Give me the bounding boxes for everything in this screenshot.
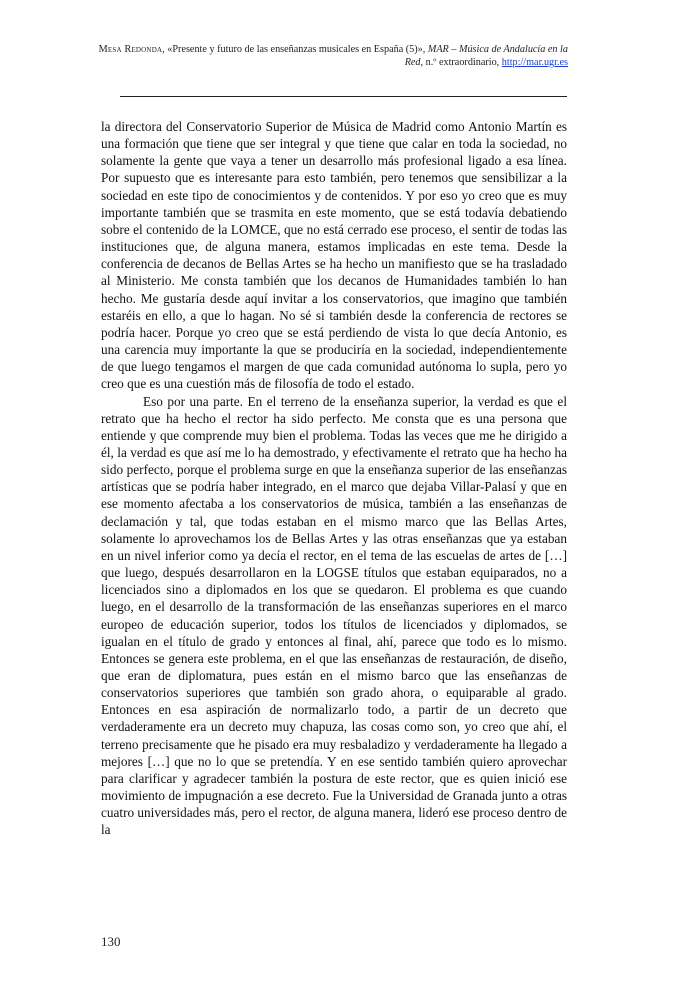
main-text: [101, 118, 567, 839]
header-journal: MAR – Música de Andalucía en la Red: [404, 44, 568, 68]
header-divider: [120, 96, 567, 97]
running-header: [88, 43, 568, 69]
header-url-link[interactable]: http://mar.ugr.es: [501, 57, 568, 68]
header-issue: , n.º extraordinario,: [420, 57, 502, 68]
body-paragraph: Eso por una parte. En el terreno de la enseñanza superior, la verdad es que el retrato que ha hecho el rector ha sido perfecto. Me consta que es una persona que entiende y que comprende muy bien el problema. Todas las veces que me he dirigido a él, la verdad es que así me lo ha demostrado, y efectivamente el retrato que ha hecho ha sido perfecto, porque el problema surge en que la enseñanza superior de las enseñanzas artísticas que se podría haber integrado, en el marco que dejaba Villar-Palasí y que en ese momento afectaba a los conservatorios de música, también a las enseñanzas de declamación y tal, que todas estaban en el mismo marco que las Bellas Artes, solamente lo aprovechamos los de Bellas Artes y las otras enseñanzas que ya estaban en un nivel inferior como ya decía el rector, en el tema de las escuelas de artes de […] que luego, después desarrollaron en la LOGSE títulos que estaban equiparados, no a licenciados sino a diplomados en los que se quedaron. El problema es que cuando luego, en el desarrollo de la transformación de las enseñanzas superiores en el marco europeo de educación superior, todos los títulos de licenciados y diplomados, se igualan en el título de grado y entonces al final, ahí, parece que todo es lo mismo. Entonces se genera este problema, en el que las enseñanzas de restauración, de diseño, que eran de diplomatura, pues están en el mismo barco que las enseñanzas de conservatorios superiores que también son grado ahora, o equiparable al grado. Entonces en esa aspiración de normalizarlo todo, a partir de un decreto que verdaderamente era un decreto muy chapuza, las cosas como son, yo creo que ahí, el terreno precisamente que he pisado era muy resbaladizo y verdaderamente ha llegado a mejores […] que no lo que se pretendía. Y en ese sentido también quiero aprovechar para clarificar y agradecer también la postura de este rector, que es quien inició ese movimiento de impugnación a ese decreto. Fue la Universidad de Granada junto a otras cuatro universidades más, pero el rector, de alguna manera, lideró ese proceso dentro de la: [101, 393, 567, 838]
page-number: 130: [101, 934, 121, 949]
header-article-title: , «Presente y futuro de las enseñanzas musicales en España (5)»,: [162, 44, 428, 55]
header-author: Mesa Redonda: [98, 44, 163, 55]
body-paragraph: la directora del Conservatorio Superior de Música de Madrid como Antonio Martín es una formación que tiene que ser integral y que tiene que calar en toda la sociedad, no solamente la gente que vaya a tener un desarrollo más profesional ligado a esa línea. Por supuesto que es interesante para esto también, pero tenemos que sensibilizar a la sociedad en este tipo de conocimientos y de contenidos. Y por eso yo creo que es muy importante también que se trasmita en este momento, que se está todavía debatiendo sobre el contenido de la LOMCE, que no está cerrado ese proceso, el sentir de todas las instituciones que, de alguna manera, estamos implicadas en este tema. Desde la conferencia de decanos de Bellas Artes se ha hecho un manifiesto que se ha trasladado al Ministerio. Me consta también que los decanos de Humanidades también lo han hecho. Me gustaría desde aquí invitar a los conservatorios, que imagino que también estaréis en ello, a que lo hagan. No sé si también desde la conferencia de rectores se podría hacer. Porque yo creo que se está perdiendo de vista lo que decía Antonio, es una carencia muy importante la que se produciría en la sociedad, independientemente de que luego tengamos el margen de que cada comunidad autónoma lo supla, pero yo creo que es una cuestión más de filosofía de todo el estado.: [101, 119, 567, 392]
